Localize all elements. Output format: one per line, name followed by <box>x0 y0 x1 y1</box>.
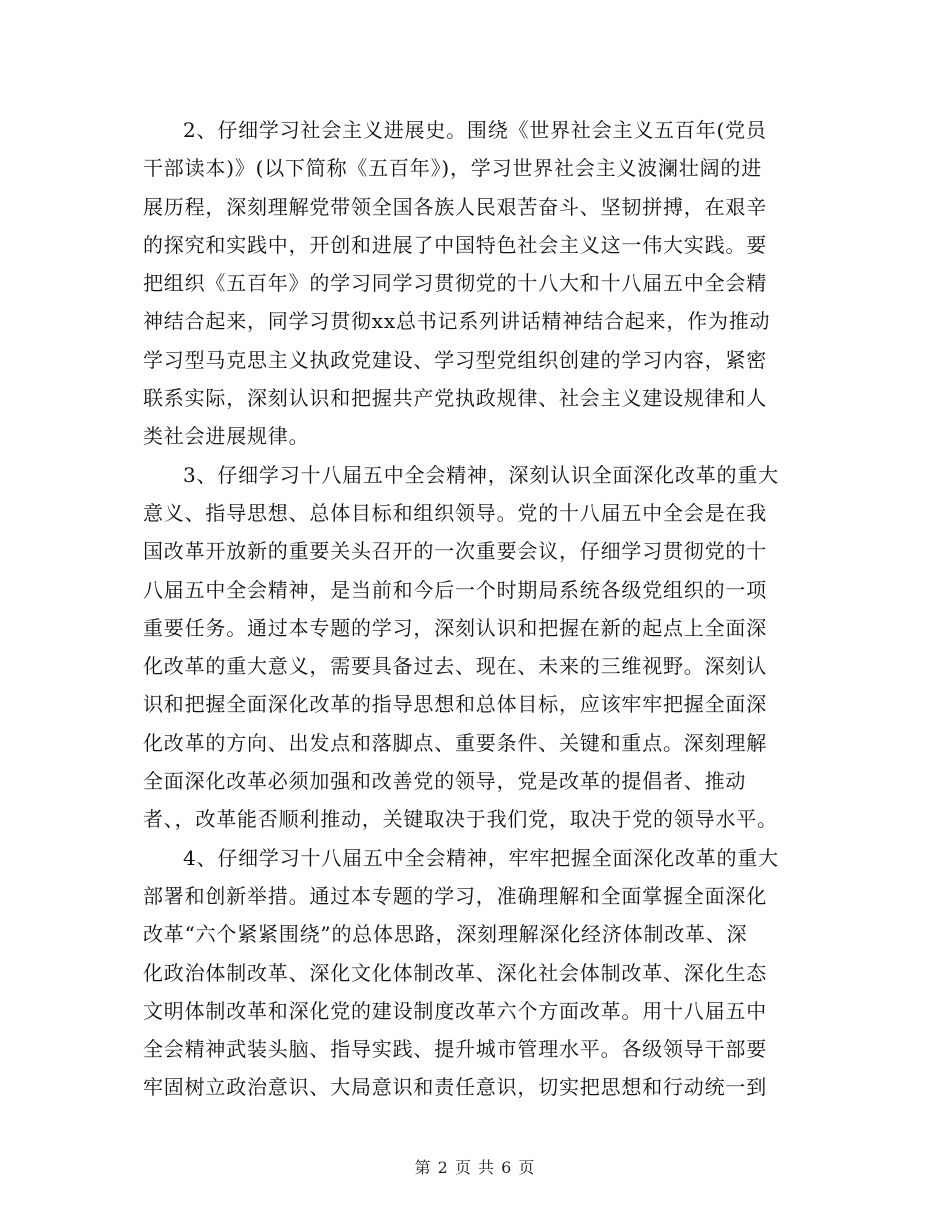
paragraph-line: 部署和创新举措。通过本专题的学习，准确理解和全面掌握全面深化 <box>143 883 767 908</box>
paragraph-line: 牢固树立政治意识、大局意识和责任意识，切实把思想和行动统一到 <box>143 1075 767 1100</box>
paragraph-line: 者、，改革能否顺利推动，关键取决于我们党，取决于党的领导水平。 <box>143 807 778 832</box>
paragraph-line: 化政治体制改革、深化文化体制改革、深化社会体制改革、深化生态 <box>143 960 767 985</box>
document-body <box>143 111 803 1107</box>
paragraph-line: 意义、指导思想、总体目标和组织领导。党的十八届五中全会是在我 <box>143 500 767 525</box>
paragraph-4 <box>143 839 803 1107</box>
paragraph-line: 干部读本)》(以下简称《五百年》)，学习世界社会主义波澜壮阔的进 <box>143 156 763 181</box>
paragraph-line: 文明体制改革和深化党的建设制度改革六个方面改革。用十八届五中 <box>143 998 767 1023</box>
page-number-footer: 第 2 页 共 6 页 <box>414 1158 536 1177</box>
paragraph-line: 化改革的重大意义，需要具备过去、现在、未来的三维视野。深刻认 <box>143 654 767 679</box>
paragraph-line: 全会精神武装头脑、指导实践、提升城市管理水平。各级领导干部要 <box>143 1037 767 1062</box>
paragraph-line: 改革“六个紧紧围绕”的总体思路，深刻理解深化经济体制改革、深 <box>143 922 748 947</box>
paragraph-line: 国改革开放新的重要关头召开的一次重要会议，仔细学习贯彻党的十 <box>143 539 767 564</box>
paragraph-line: 全面深化改革必须加强和改善党的领导，党是改革的提倡者、推动 <box>143 769 747 794</box>
paragraph-line: 把组织《五百年》的学习同学习贯彻党的十八大和十八届五中全会精 <box>143 271 767 296</box>
paragraph-line: 4、仔细学习十八届五中全会精神，牢牢把握全面深化改革的重大 <box>183 845 779 870</box>
paragraph-line: 展历程，深刻理解党带领全国各族人民艰苦奋斗、坚韧拼搏，在艰辛 <box>143 194 767 219</box>
paragraph-line: 联系实际，深刻认识和把握共产党执政规律、社会主义建设规律和人 <box>143 386 767 411</box>
paragraph-line: 识和把握全面深化改革的指导思想和总体目标，应该牢牢把握全面深 <box>143 692 767 717</box>
paragraph-line: 的探究和实践中，开创和进展了中国特色社会主义这一伟大实践。要 <box>143 232 767 257</box>
paragraph-line: 重要任务。通过本专题的学习，深刻认识和把握在新的起点上全面深 <box>143 615 767 640</box>
paragraph-line: 3、仔细学习十八届五中全会精神，深刻认识全面深化改革的重大 <box>183 462 779 487</box>
paragraph-line: 八届五中全会精神，是当前和今后一个时期局系统各级党组织的一项 <box>143 577 767 602</box>
paragraph-2 <box>143 111 803 456</box>
paragraph-line: 化改革的方向、出发点和落脚点、重要条件、关键和重点。深刻理解 <box>143 730 767 755</box>
paragraph-line: 神结合起来，同学习贯彻xx总书记系列讲话精神结合起来，作为推动 <box>143 309 771 334</box>
paragraph-line: 类社会进展规律。 <box>143 424 310 449</box>
paragraph-3 <box>143 456 803 839</box>
paragraph-line: 学习型马克思主义执政党建设、学习型党组织创建的学习内容，紧密 <box>143 347 767 372</box>
paragraph-line: 2、仔细学习社会主义进展史。围绕《世界社会主义五百年(党员 <box>183 118 767 142</box>
